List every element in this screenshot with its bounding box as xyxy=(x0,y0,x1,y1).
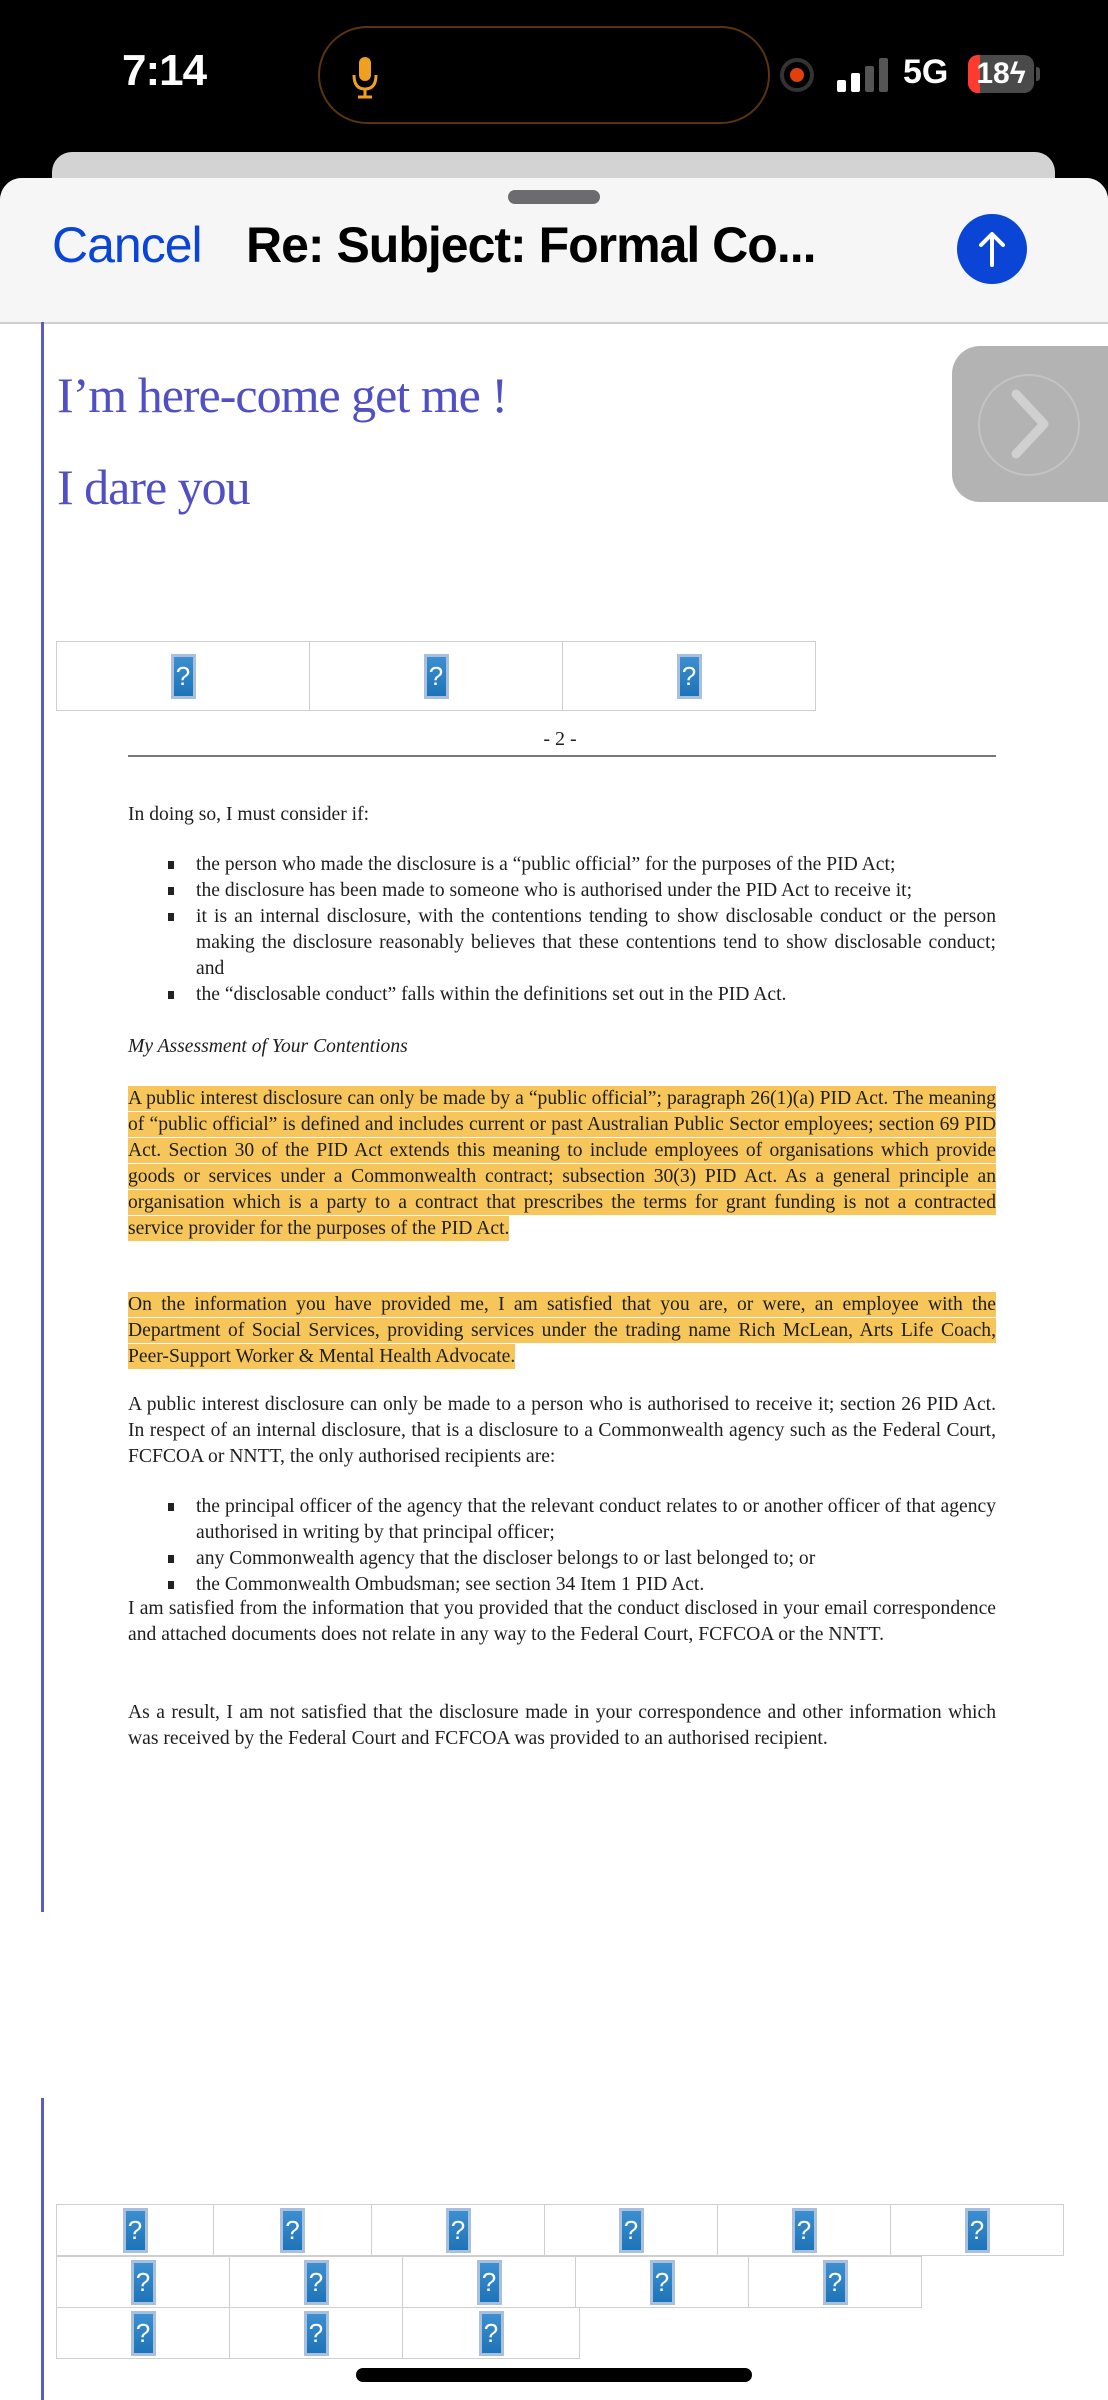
image-placeholder[interactable] xyxy=(56,641,310,711)
missing-image-icon: ? xyxy=(650,2260,675,2305)
page-number: - 2 - xyxy=(543,728,577,750)
missing-image-icon: ? xyxy=(446,2208,471,2253)
quote-bar-top xyxy=(41,322,44,1912)
criteria-list xyxy=(128,852,996,1008)
highlight-text-1: A public interest disclosure can only be made by a “public official”; paragraph 26(1)(a) PID Act. The meaning of “public official” is defined and includes current or past Australian Public Sector employees; section 69 PID Act. Section 30 of the PID Act extends this meaning to include employees of organisations which provide goods or services under a Commonwealth contract; subsection 30(3) PID Act. As a general principle an organisation which is a party to a contract that prescribes the terms for grant funding is not a contracted service provider for the purposes of the PID Act. xyxy=(128,1088,996,1239)
criteria-item: the “disclosable conduct” falls within the definitions set out in the PID Act. xyxy=(128,982,996,1008)
criteria-item: it is an internal disclosure, with the contentions tending to show disclosable conduct or the person making the disclosure reasonably believes that these contentions tend to show disclosable conduct; and xyxy=(128,904,996,982)
criteria-item: the disclosure has been made to someone who is authorised under the PID Act to receive it; xyxy=(128,878,996,904)
battery-level xyxy=(976,57,1025,90)
missing-image-icon: ? xyxy=(131,2260,156,2305)
recipients-list xyxy=(128,1494,996,1598)
image-placeholder[interactable] xyxy=(544,2204,718,2256)
highlight-text-2: On the information you have provided me, I am satisfied that you are, or were, an employee with the Department of Social Services, providing services under the trading name Rich McLean, Arts Life Coach, Peer-Support Worker & Mental Health Advocate. xyxy=(128,1294,996,1367)
cancel-button[interactable]: Cancel xyxy=(52,217,202,273)
missing-image-icon: ? xyxy=(280,2208,305,2253)
missing-image-icon: ? xyxy=(479,2311,504,2356)
send-button[interactable] xyxy=(957,214,1027,284)
result-paragraph: As a result, I am not satisfied that the disclosure made in your correspondence and other information which was received by the Federal Court and FCFCOA was provided to an authorised recipient. xyxy=(128,1702,996,1749)
compose-header xyxy=(0,178,1108,324)
network-type: 5G xyxy=(903,53,949,91)
image-placeholder[interactable] xyxy=(56,2204,214,2256)
chevron-right-icon xyxy=(1004,386,1054,462)
charging-bolt-icon: ϟ xyxy=(1009,57,1026,90)
criteria-item: the person who made the disclosure is a “public official” for the purposes of the PID Act; xyxy=(128,852,996,878)
satisfied-paragraph: I am satisfied from the information that you provided that the conduct disclosed in your email correspondence and attached documents does not relate in any way to the Federal Court, FCFCOA or the NNTT. xyxy=(128,1598,996,1645)
image-row-bottom-2 xyxy=(57,2257,922,2308)
message-line-1: I’m here-come get me ! xyxy=(57,367,507,423)
section-heading: My Assessment of Your Contentions xyxy=(128,1036,408,1057)
arrow-up-icon xyxy=(977,229,1007,269)
missing-image-icon: ? xyxy=(619,2208,644,2253)
signal-strength-icon xyxy=(837,58,889,92)
image-placeholder[interactable] xyxy=(371,2204,545,2256)
home-indicator[interactable] xyxy=(356,2368,752,2382)
image-placeholder[interactable] xyxy=(717,2204,891,2256)
missing-image-icon: ? xyxy=(823,2260,848,2305)
image-placeholder[interactable] xyxy=(213,2204,372,2256)
missing-image-icon: ? xyxy=(304,2260,329,2305)
missing-image-icon: ? xyxy=(965,2208,990,2253)
missing-image-icon: ? xyxy=(123,2208,148,2253)
image-placeholder[interactable] xyxy=(575,2256,749,2308)
sheet-grabber[interactable] xyxy=(508,190,600,204)
image-row-bottom-1 xyxy=(57,2205,1064,2256)
compose-sheet xyxy=(0,178,1108,2400)
intro-text: In doing so, I must consider if: xyxy=(128,804,370,825)
status-bar xyxy=(0,0,1108,150)
status-time: 7:14 xyxy=(122,46,207,95)
recipient-item: any Commonwealth agency that the discloser belongs to or last belonged to; or xyxy=(128,1546,996,1572)
missing-image-icon: ? xyxy=(304,2311,329,2356)
next-button[interactable] xyxy=(952,346,1108,502)
battery-icon xyxy=(968,55,1034,93)
document-page-image xyxy=(100,718,1020,1908)
image-placeholder[interactable] xyxy=(229,2307,403,2359)
image-row-top xyxy=(57,642,816,711)
recording-indicator-icon xyxy=(780,58,814,92)
image-placeholder[interactable] xyxy=(890,2204,1064,2256)
image-placeholder[interactable] xyxy=(402,2256,576,2308)
image-placeholder[interactable] xyxy=(56,2256,230,2308)
missing-image-icon: ? xyxy=(792,2208,817,2253)
image-placeholder[interactable] xyxy=(562,641,816,711)
missing-image-icon: ? xyxy=(477,2260,502,2305)
dynamic-island[interactable] xyxy=(318,26,770,124)
image-placeholder[interactable] xyxy=(309,641,563,711)
subject-title: Re: Subject: Formal Co... xyxy=(246,217,816,273)
image-placeholder[interactable] xyxy=(402,2307,580,2359)
battery-cap xyxy=(1036,67,1040,81)
missing-image-icon: ? xyxy=(677,654,702,699)
quote-bar-bottom xyxy=(41,2098,44,2400)
message-line-2: I dare you xyxy=(57,459,250,515)
image-placeholder[interactable] xyxy=(748,2256,922,2308)
image-placeholder[interactable] xyxy=(56,2307,230,2359)
battery-percent: 18 xyxy=(976,57,1010,90)
highlighted-paragraph-1 xyxy=(128,1086,996,1242)
image-placeholder[interactable] xyxy=(229,2256,403,2308)
missing-image-icon: ? xyxy=(131,2311,156,2356)
missing-image-icon: ? xyxy=(171,654,196,699)
missing-image-icon: ? xyxy=(424,654,449,699)
recipient-item: the Commonwealth Ombudsman; see section 34 Item 1 PID Act. xyxy=(128,1572,996,1598)
image-row-bottom-3 xyxy=(57,2308,580,2359)
recipients-paragraph: A public interest disclosure can only be made to a person who is authorised to receive it; section 26 PID Act. In respect of an internal disclosure, that is a disclosure to a Commonwealth agency such as the Federal Court, FCFCOA or NNTT, the only authorised recipients are: xyxy=(128,1394,996,1467)
header-rule xyxy=(128,755,996,757)
highlighted-paragraph-2 xyxy=(128,1292,996,1370)
recipient-item: the principal officer of the agency that the relevant conduct relates to or another officer of that agency authorised in writing by that principal officer; xyxy=(128,1494,996,1546)
microphone-icon xyxy=(350,55,380,100)
